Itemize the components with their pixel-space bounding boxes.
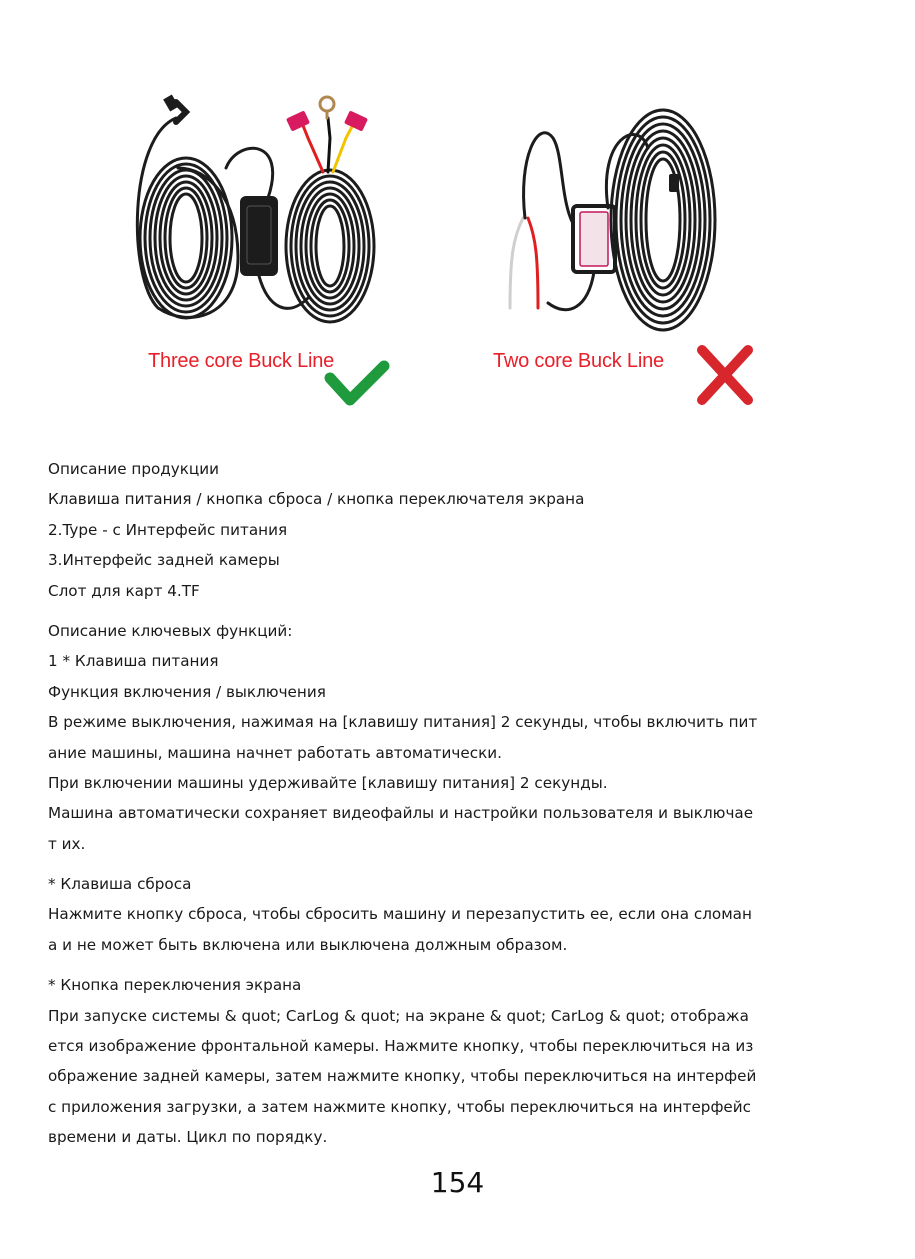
check-icon xyxy=(330,366,384,400)
screen-switch-block xyxy=(48,970,818,1152)
text-line: т их. xyxy=(48,834,86,853)
text-line: Функция включения / выключения xyxy=(48,682,326,701)
reset-key-block xyxy=(48,869,818,960)
text-line: 3.Интерфейс задней камеры xyxy=(48,551,280,570)
text-line: Нажмите кнопку сброса, чтобы сбросить машину и перезапустить ее, если она сломан xyxy=(48,905,752,924)
left-caption: Three core Buck Line xyxy=(148,350,335,372)
key-functions-block xyxy=(48,616,818,859)
text-line: При запуске системы & quot; CarLog & quot; на экране & quot; CarLog & quot; отобража xyxy=(48,1006,749,1025)
page-number: 154 xyxy=(430,1166,485,1199)
three-core-cable-image xyxy=(137,94,374,322)
text-line: ображение задней камеры, затем нажмите кнопку, чтобы переключиться на интерфей xyxy=(48,1067,757,1086)
two-core-cable-image xyxy=(510,110,715,330)
text-line: При включении машины удерживайте [клавишу питания] 2 секунды. xyxy=(48,773,608,792)
text-line: * Клавиша сброса xyxy=(48,875,192,894)
right-caption: Two core Buck Line xyxy=(493,350,664,372)
text-line: а и не может быть включена или выключена должным образом. xyxy=(48,935,568,954)
cable-comparison-figure xyxy=(118,78,768,418)
text-line: 2.Type - с Интерфейс питания xyxy=(48,520,288,539)
product-description-block xyxy=(48,454,818,606)
text-line: 1 * Клавиша питания xyxy=(48,652,219,671)
text-line: с приложения загрузки, а затем нажмите кнопку, чтобы переключиться на интерфейс xyxy=(48,1097,751,1116)
text-line: ание машины, машина начнет работать автоматически. xyxy=(48,743,502,762)
text-line: ется изображение фронтальной камеры. Нажмите кнопку, чтобы переключиться на из xyxy=(48,1037,754,1056)
text-line: Машина автоматически сохраняет видеофайлы и настройки пользователя и выключае xyxy=(48,804,754,823)
text-line: В режиме выключения, нажимая на [клавишу питания] 2 секунды, чтобы включить пит xyxy=(48,713,758,732)
text-line: времени и даты. Цикл по порядку. xyxy=(48,1128,328,1147)
text-line: Описание продукции xyxy=(48,460,219,478)
text-line: Слот для карт 4.TF xyxy=(48,581,200,600)
text-line: * Кнопка переключения экрана xyxy=(48,976,302,995)
text-line: Клавиша питания / кнопка сброса / кнопка переключателя экрана xyxy=(48,490,585,509)
cross-icon xyxy=(702,350,748,400)
text-line: Описание ключевых функций: xyxy=(48,621,293,640)
body-text xyxy=(48,454,818,1153)
